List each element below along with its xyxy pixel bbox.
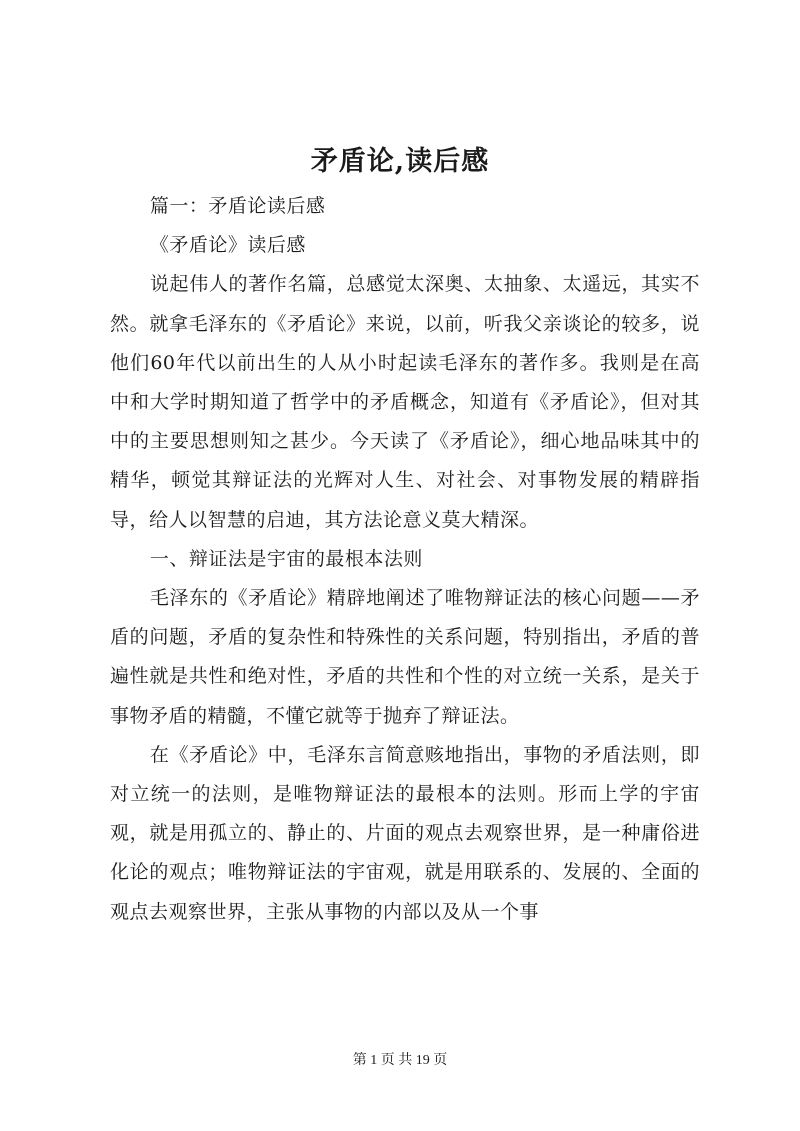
document-title: 矛盾论,读后感 bbox=[310, 146, 490, 177]
body-paragraph: 在《矛盾论》中，毛泽东言简意赅地指出，事物的矛盾法则，即对立统一的法则，是唯物辩证法的最根本的法则。形而上学的宇宙观，就是用孤立的、静止的、片面的观点去观察世界，是一种庸俗进化论的观点；唯物辩证法的宇宙观，就是用联系的、发展的、全面的观点去观察世界，主张从事物的内部以及从一个事 bbox=[110, 743, 700, 923]
document-body bbox=[110, 187, 700, 932]
section-heading: 篇一：矛盾论读后感 bbox=[149, 195, 326, 217]
section-heading: 一、辩证法是宇宙的最根本法则 bbox=[149, 547, 423, 570]
body-paragraph: 说起伟人的著作名篇，总感觉太深奥、太抽象、太遥远，其实不然。就拿毛泽东的《矛盾论》来说，以前，听我父亲谈论的较多，说他们60年代以前出生的人从小时起读毛泽东的著作多。我则是在高中和大学时期知道了哲学中的矛盾概念，知道有《矛盾论》，但对其中的主要思想则知之甚少。今天读了《矛盾论》，细心地品味其中的精华，顿觉其辩证法的光辉对人生、对社会、对事物发展的精辟指导，给人以智慧的启迪，其方法论意义莫大精深。 bbox=[110, 273, 700, 531]
page-number-footer: 第 1 页 共 19 页 bbox=[352, 1053, 448, 1068]
body-paragraph: 毛泽东的《矛盾论》精辟地阐述了唯物辩证法的核心问题——矛盾的问题，矛盾的复杂性和特殊性的关系问题，特别指出，矛盾的普遍性就是共性和绝对性，矛盾的共性和个性的对立统一关系，是关于事物矛盾的精髓，不懂它就等于抛弃了辩证法。 bbox=[110, 587, 700, 727]
subsection-heading: 《矛盾论》读后感 bbox=[149, 234, 306, 257]
